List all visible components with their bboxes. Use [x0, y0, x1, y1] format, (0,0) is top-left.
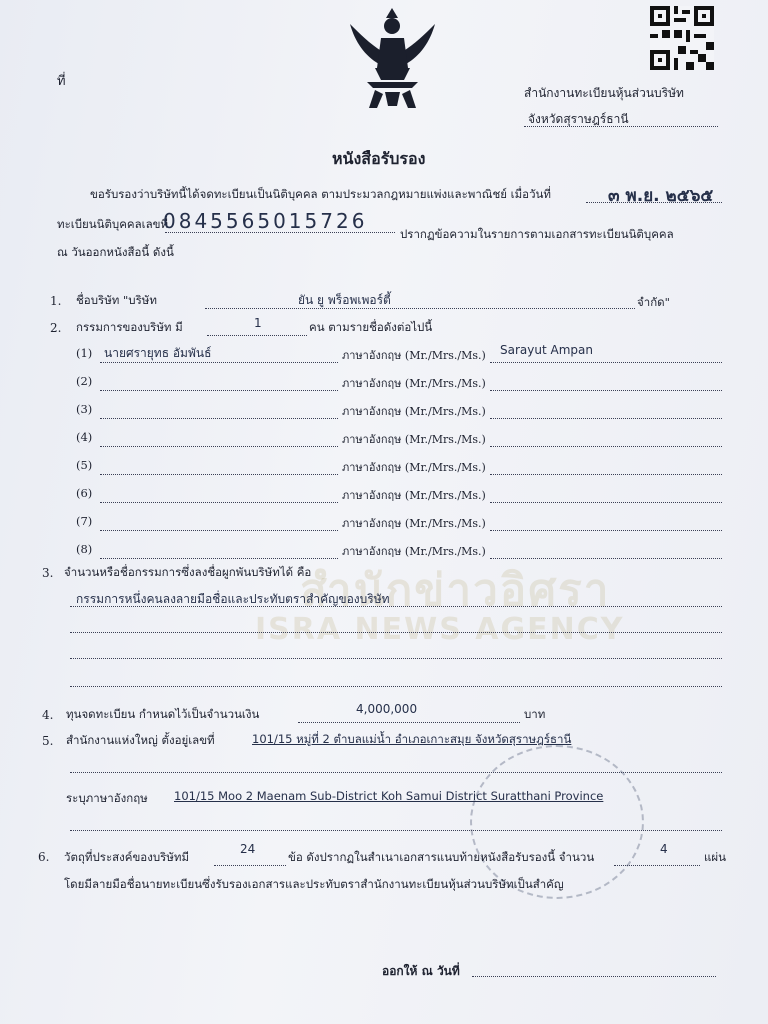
director-number: (8): [76, 542, 93, 556]
director-number: (5): [76, 458, 93, 472]
closing-statement: โดยมีลายมือชื่อนายทะเบียนซึ่งรับรองเอกสารและประทับตราสำนักงานทะเบียนหุ้นส่วนบริษัทเป็นสำคัญ: [64, 877, 564, 891]
item-number-2: 2.: [50, 321, 62, 335]
reference-label: ที่: [57, 74, 66, 89]
director-english-label: ภาษาอังกฤษ (Mr./Mrs./Ms.): [342, 377, 486, 390]
registrar-province: จังหวัดสุราษฎร์ธานี: [528, 112, 629, 126]
item-number-6: 6.: [38, 850, 50, 864]
item-number-4: 4.: [42, 708, 54, 722]
head-office-label: สำนักงานแห่งใหญ่ ตั้งอยู่เลขที่: [66, 733, 215, 747]
item-number-3: 3.: [42, 566, 54, 580]
director-number: (3): [76, 402, 93, 416]
director-number: (1): [76, 346, 93, 360]
registered-capital: 4,000,000: [356, 702, 418, 716]
director-number: (2): [76, 374, 93, 388]
intro-line-1: ขอรับรองว่าบริษัทนี้ได้จดทะเบียนเป็นนิติบุคคล ตามประมวลกฎหมายแพ่งและพาณิชย์ เมื่อวันที่: [90, 187, 551, 201]
item-number-1: 1.: [50, 294, 62, 308]
garuda-emblem-icon: [345, 4, 440, 112]
watermark-thai: สำนักข่าวอิศรา: [300, 565, 611, 616]
director-english-label: ภาษาอังกฤษ (Mr./Mrs./Ms.): [342, 545, 486, 558]
capital-unit: บาท: [524, 707, 546, 721]
director-english-label: ภาษาอังกฤษ (Mr./Mrs./Ms.): [342, 461, 486, 474]
director-english-label: ภาษาอังกฤษ (Mr./Mrs./Ms.): [342, 405, 486, 418]
director-number: (6): [76, 486, 93, 500]
registration-number-label: ทะเบียนนิติบุคคลเลขที่: [57, 217, 169, 231]
company-name-label: ชื่อบริษัท "บริษัท: [76, 293, 157, 307]
company-name: ยัน ยู พร็อพเพอร์ตี้: [298, 293, 391, 307]
head-office-address: 101/15 หมู่ที่ 2 ตำบลแม่น้ำ อำเภอเกาะสมุย จังหวัดสุราษฎร์ธานี: [252, 732, 572, 746]
directors-count: 1: [254, 316, 262, 330]
item-number-5: 5.: [42, 734, 54, 748]
director-english-label: ภาษาอังกฤษ (Mr./Mrs./Ms.): [342, 433, 486, 446]
signing-authority-label: จำนวนหรือชื่อกรรมการซึ่งลงชื่อผูกพันบริษัทได้ คือ: [64, 565, 312, 579]
director-number: (4): [76, 430, 93, 444]
registration-date: ๓ พ.ย. ๒๕๖๕: [608, 186, 714, 206]
signing-authority-text: กรรมการหนึ่งคนลงลายมือชื่อและประทับตราสำคัญของบริษัท: [76, 592, 390, 606]
capital-label: ทุนจดทะเบียน กำหนดไว้เป็นจำนวนเงิน: [66, 707, 260, 721]
registration-number-suffix: ปรากฏข้อความในรายการตามเอกสารทะเบียนนิติบุคคล: [400, 227, 674, 241]
attachment-pages: 4: [660, 842, 668, 856]
registration-number: 0845565015726: [163, 209, 368, 233]
director-english-name: Sarayut Ampan: [500, 343, 593, 357]
head-office-english-label: ระบุภาษาอังกฤษ: [66, 791, 148, 805]
objectives-middle: ข้อ ดังปรากฏในสำเนาเอกสารแนบท้ายหนังสือรับรองนี้ จำนวน: [288, 850, 595, 864]
directors-label: กรรมการของบริษัท มี: [76, 320, 183, 334]
intro-line-3: ณ วันออกหนังสือนี้ ดังนี้: [57, 245, 174, 259]
director-english-label: ภาษาอังกฤษ (Mr./Mrs./Ms.): [342, 489, 486, 502]
document-title: หนังสือรับรอง: [332, 149, 426, 168]
company-name-suffix: จำกัด": [637, 295, 670, 309]
registrar-office: สำนักงานทะเบียนหุ้นส่วนบริษัท: [524, 86, 684, 100]
director-number: (7): [76, 514, 93, 528]
objectives-count: 24: [240, 842, 256, 856]
director-english-label: ภาษาอังกฤษ (Mr./Mrs./Ms.): [342, 517, 486, 530]
director-thai-name: นายศรายุทธ อัมพันธ์: [104, 346, 212, 360]
director-english-label: ภาษาอังกฤษ (Mr./Mrs./Ms.): [342, 349, 486, 362]
qr-code-icon: [650, 6, 714, 70]
directors-suffix: คน ตามรายชื่อดังต่อไปนี้: [309, 320, 433, 334]
watermark-english: ISRA NEWS AGENCY: [255, 612, 625, 647]
issued-date-label: ออกให้ ณ วันที่: [382, 964, 460, 978]
pages-unit: แผ่น: [704, 850, 727, 864]
objectives-label: วัตถุที่ประสงค์ของบริษัทมี: [64, 850, 190, 864]
head-office-address-english: 101/15 Moo 2 Maenam Sub-District Koh Samui District Suratthani Province: [174, 789, 604, 803]
